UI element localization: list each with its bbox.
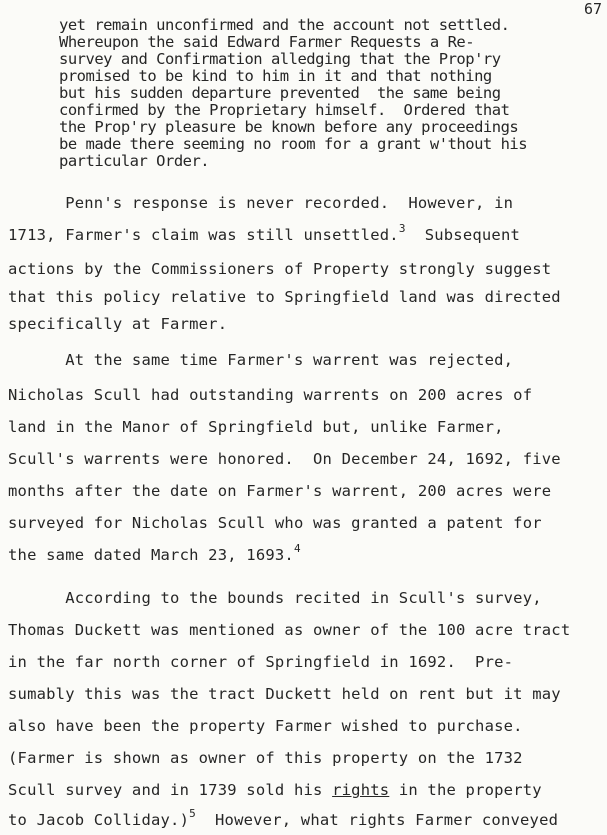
body-line: surveyed for Nicholas Scull who was granted a patent for (8, 514, 542, 532)
body-line: to Jacob Colliday.)$^5$ However, what rights Farmer conveyed (8, 807, 559, 829)
quote-line: promised to be kind to him in it and that nothing (59, 67, 492, 85)
body-line: in the far north corner of Springfield in 1692. Pre- (8, 653, 514, 671)
footnote-ref: 3 (398, 222, 406, 235)
body-line: Scull's warrents were honored. On December 24, 1692, five (8, 450, 561, 468)
quote-line: particular Order. (59, 152, 210, 170)
body-line: Nicholas Scull had outstanding warrents on 200 acres of (8, 386, 533, 404)
body-line: also have been the property Farmer wished to purchase. (8, 717, 523, 735)
footnote-ref: 4 (293, 542, 301, 555)
body-line: Thomas Duckett was mentioned as owner of the 100 acre tract (8, 621, 571, 639)
body-line: the same dated March 23, 1693.$^4$ (8, 542, 301, 564)
body-line: months after the date on Farmer's warrent, 200 acres were (8, 482, 552, 500)
quote-line: but his sudden departure prevented the same being (59, 84, 501, 102)
quote-line: Whereupon the said Edward Farmer Requests a Re- (59, 33, 475, 51)
body-line: sumably this was the tract Duckett held on rent but it may (8, 685, 561, 703)
body-line: (Farmer is shown as owner of this property on the 1732 (8, 749, 523, 767)
body-line: According to the bounds recited in Scull's survey, (8, 589, 542, 607)
underlined-word: rights (332, 781, 390, 799)
quote-line: the Prop'ry pleasure be known before any proceedings (59, 118, 519, 136)
body-line: actions by the Commissioners of Property strongly suggest (8, 260, 552, 278)
quote-line: confirmed by the Proprietary himself. Ordered that (59, 101, 510, 119)
body-line: At the same time Farmer's warrent was rejected, (8, 351, 514, 369)
page-number: 67 (584, 0, 603, 18)
quote-line: yet remain unconfirmed and the account not settled. (59, 16, 510, 34)
body-line: that this policy relative to Springfield land was directed (8, 288, 561, 306)
body-line: Scull survey and in 1739 sold his rights in the property (8, 781, 542, 799)
footnote-ref: 5 (189, 807, 196, 820)
quote-line: be made there seeming no room for a grant w'thout his (59, 135, 528, 153)
body-line: specifically at Farmer. (8, 315, 228, 333)
body-line: Penn's response is never recorded. However, in (8, 194, 514, 212)
quote-line: survey and Confirmation alledging that the Prop'ry (59, 50, 501, 68)
body-line: 1713, Farmer's claim was still unsettled.$^3$ Subsequent (8, 222, 521, 244)
body-line: land in the Manor of Springfield but, unlike Farmer, (8, 418, 504, 436)
